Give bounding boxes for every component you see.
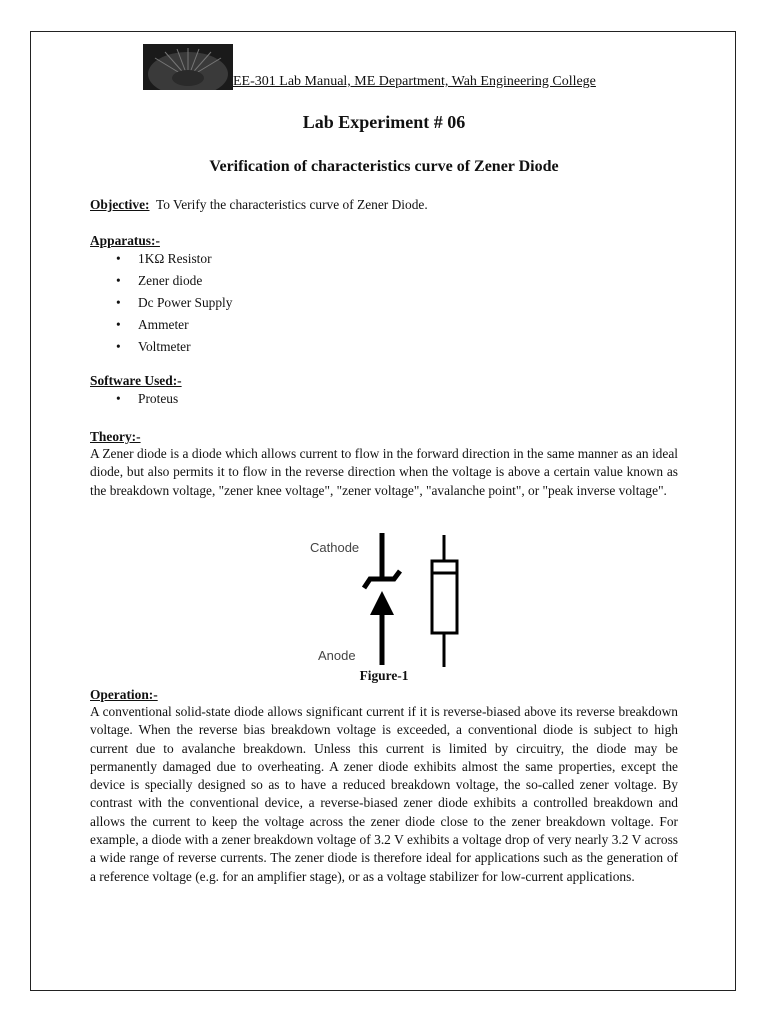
list-item: • Dc Power Supply <box>118 292 232 314</box>
theory-paragraph: A Zener diode is a diode which allows current to flow in the forward direction in the same manner as an ideal diode, but also permits it to flow in the reverse direction when the voltage is above a certain value known as the breakdown voltage, "zener knee voltage", "zener voltage", "avalanche point", or "peak inverse voltage". <box>90 446 678 498</box>
operation-heading: Operation:- <box>90 687 158 702</box>
theory-heading: Theory:- <box>90 429 141 444</box>
list-item: • 1KΩ Resistor <box>118 248 232 270</box>
diode-package <box>432 535 457 667</box>
theory-heading-block <box>90 428 678 446</box>
software-heading-block <box>90 372 678 390</box>
zener-diode-figure <box>300 527 470 672</box>
page-header <box>143 44 643 92</box>
software-list <box>118 388 178 410</box>
cathode-label: Cathode <box>310 540 360 555</box>
operation-heading-block <box>90 686 678 704</box>
objective-text: To Verify the characteristics curve of Zener Diode. <box>155 197 428 212</box>
page-title: Lab Experiment # 06 <box>302 112 466 132</box>
list-item: • Proteus <box>118 388 178 410</box>
list-item: • Zener diode <box>118 270 232 292</box>
objective-heading: Objective: <box>90 197 150 212</box>
header-course-line: EE-301 Lab Manual, ME Department, Wah Engineering College <box>233 74 596 89</box>
page-subtitle: Verification of characteristics curve of Zener Diode <box>209 158 559 175</box>
anode-label: Anode <box>318 648 356 663</box>
software-heading: Software Used:- <box>90 373 182 388</box>
list-item: • Ammeter <box>118 314 232 336</box>
zener-symbol <box>364 533 400 665</box>
objective-paragraph <box>90 196 678 214</box>
operation-paragraph: A conventional solid-state diode allows significant current if it is reverse-biased above its reverse breakdown voltage. When the reverse bias breakdown voltage is exceeded, a conventional diode is subject to high current due to avalanche breakdown. Unless this current is limited by circuitry, the diode may be permanently damaged due to overheating. A zener diode exhibits almost the same properties, except the device is specially designed so as to have a reduced breakdown voltage, the so-called zener voltage. By contrast with the conventional device, a reverse-biased zener diode exhibits a controlled breakdown and allows the current to keep the voltage across the zener diode close to the zener breakdown voltage. For example, a diode with a zener breakdown voltage of 3.2 V exhibits a voltage drop of very nearly 3.2 V across a wide range of reverse currents. The zener diode is therefore ideal for applications such as the generation of a reference voltage (e.g. for an amplifier stage), or as a voltage stabilizer for low-current applications. <box>90 704 678 884</box>
list-item: • Voltmeter <box>118 336 232 358</box>
apparatus-list <box>118 248 232 358</box>
figure-caption: Figure-1 <box>359 668 409 683</box>
apparatus-heading: Apparatus:- <box>90 233 160 248</box>
college-logo <box>143 44 233 90</box>
